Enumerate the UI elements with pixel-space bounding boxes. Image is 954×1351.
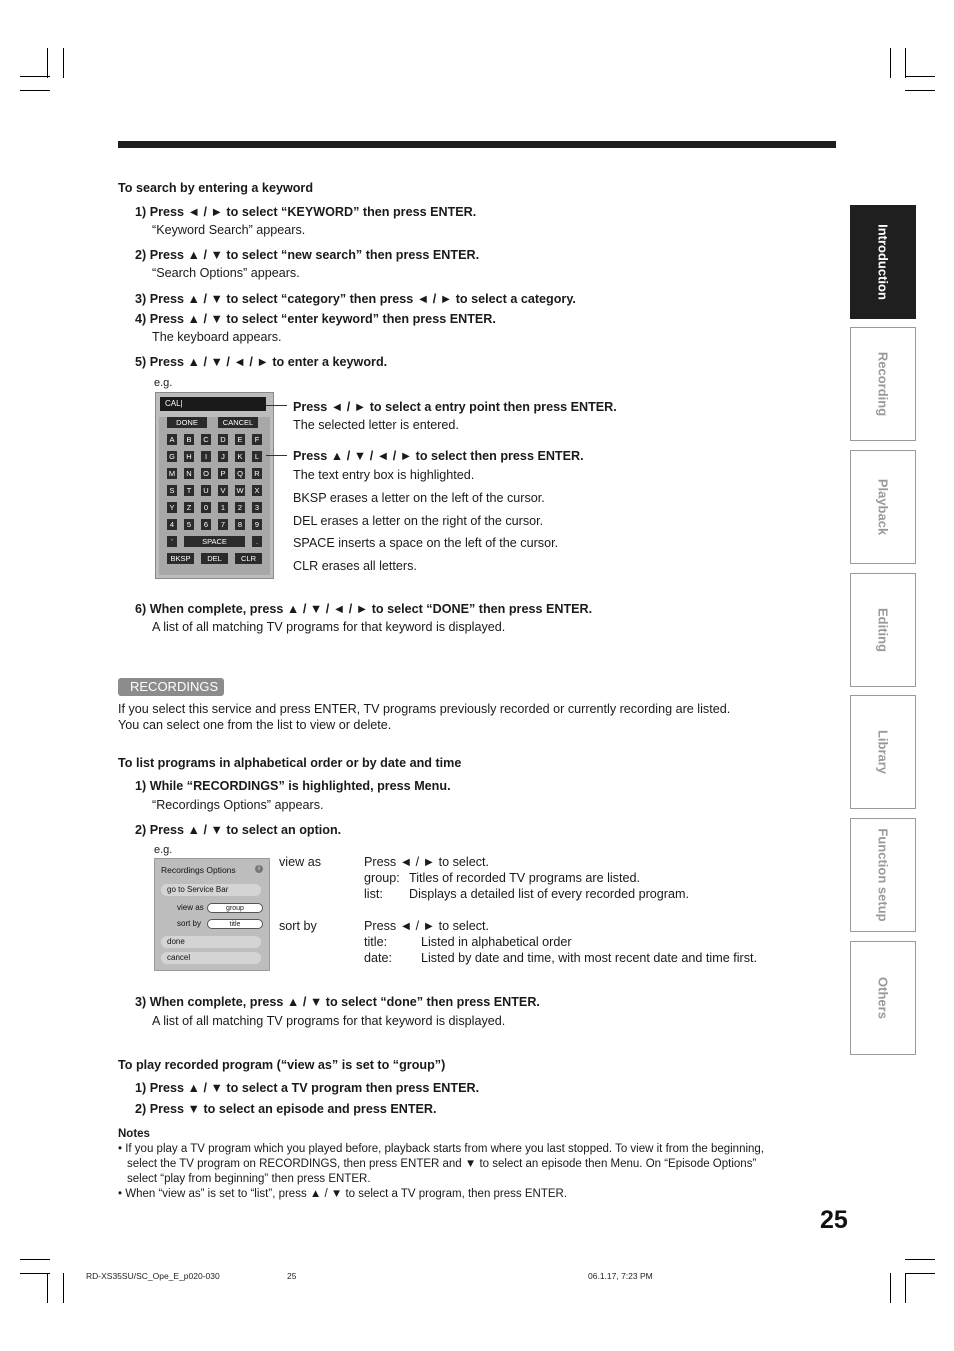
key[interactable]: 2 — [235, 502, 245, 513]
key[interactable]: 1 — [218, 502, 228, 513]
header-rule — [118, 141, 836, 148]
key-cancel[interactable]: CANCEL — [218, 417, 258, 428]
crop-mark — [63, 48, 64, 78]
option-desc: Listed by date and time, with most recent date and time first. — [421, 951, 757, 965]
option-desc: Press ◄ / ► to select. — [364, 855, 490, 869]
crop-mark — [890, 48, 891, 78]
option-desc: Displays a detailed list of every recorded program. — [409, 887, 689, 901]
cancel-button[interactable]: cancel — [161, 952, 261, 964]
key[interactable]: T — [184, 485, 194, 496]
tab-function-setup[interactable]: Function setup — [850, 818, 916, 932]
key[interactable]: B — [184, 434, 194, 445]
crop-mark — [905, 1273, 906, 1303]
key[interactable]: 9 — [252, 519, 262, 530]
key-space[interactable]: SPACE — [184, 536, 245, 547]
step: 5) Press ▲ / ▼ / ◄ / ► to enter a keyword. — [135, 355, 388, 369]
step-note: “Recordings Options” appears. — [152, 798, 324, 812]
view-as-label: view as — [177, 903, 204, 912]
key-apostrophe[interactable]: ' — [167, 536, 177, 547]
recordings-badge: RECORDINGS — [118, 678, 224, 696]
step: 2) Press ▲ / ▼ to select an option. — [135, 823, 342, 837]
key[interactable]: G — [167, 451, 177, 462]
footer-date: 06.1.17, 7:23 PM — [588, 1271, 653, 1281]
callout-text: BKSP erases a letter on the left of the cursor. — [293, 491, 545, 505]
key[interactable]: 5 — [184, 519, 194, 530]
key[interactable]: F — [252, 434, 262, 445]
key-period[interactable]: . — [252, 536, 262, 547]
key[interactable]: D — [218, 434, 228, 445]
step: 1) Press ▲ / ▼ to select a TV program then press ENTER. — [135, 1081, 480, 1095]
key[interactable]: J — [218, 451, 228, 462]
crop-mark — [63, 1273, 64, 1303]
option-key: group: — [364, 871, 400, 885]
option-key: date: — [364, 951, 393, 965]
key-bksp[interactable]: BKSP — [167, 553, 194, 564]
tab-playback[interactable]: Playback — [850, 450, 916, 564]
key[interactable]: 7 — [218, 519, 228, 530]
step-note: A list of all matching TV programs for that keyword is displayed. — [152, 620, 506, 634]
tab-editing[interactable]: Editing — [850, 573, 916, 687]
key[interactable]: Q — [235, 468, 245, 479]
key[interactable]: A — [167, 434, 177, 445]
step: 2) Press ▼ to select an episode and press ENTER. — [135, 1102, 437, 1116]
tab-recording[interactable]: Recording — [850, 327, 916, 441]
key-clr[interactable]: CLR — [235, 553, 262, 564]
step: 2) Press ▲ / ▼ to select “new search” then press ENTER. — [135, 248, 480, 262]
key[interactable]: U — [201, 485, 211, 496]
step-note: “Keyword Search” appears. — [152, 223, 306, 237]
crop-mark — [905, 48, 906, 78]
step-note: The keyboard appears. — [152, 330, 282, 344]
key[interactable]: Z — [184, 502, 194, 513]
callout-line — [266, 455, 287, 456]
crop-mark — [47, 1273, 48, 1303]
recordings-options-panel — [154, 858, 270, 971]
key[interactable]: H — [184, 451, 194, 462]
key[interactable]: Y — [167, 502, 177, 513]
tab-introduction[interactable]: Introduction — [850, 205, 916, 319]
tab-library[interactable]: Library — [850, 695, 916, 809]
callout-text: The selected letter is entered. — [293, 418, 459, 432]
option-name: sort by — [279, 919, 317, 933]
key[interactable]: 6 — [201, 519, 211, 530]
step: 3) Press ▲ / ▼ to select “category” then press ◄ / ► to select a category. — [135, 292, 576, 306]
option-desc: Press ◄ / ► to select. — [364, 919, 490, 933]
key-del[interactable]: DEL — [201, 553, 228, 564]
example-label: e.g. — [154, 377, 173, 389]
key[interactable]: V — [218, 485, 228, 496]
footer-file: RD-XS35SU/SC_Ope_E_p020-030 — [86, 1271, 220, 1281]
done-button[interactable]: done — [161, 936, 261, 948]
keyboard-grid — [159, 417, 270, 575]
key[interactable]: W — [236, 486, 244, 495]
key[interactable]: M — [168, 469, 176, 478]
text-entry-box[interactable]: CAL| — [160, 397, 266, 411]
key[interactable]: N — [184, 468, 194, 479]
options-title: Recordings Options — [161, 865, 236, 875]
crop-mark — [20, 90, 50, 91]
option-desc: Titles of recorded TV programs are listed. — [409, 871, 640, 885]
callout-text: Press ◄ / ► to select a entry point then press ENTER. — [293, 400, 617, 414]
paragraph: If you select this service and press ENTER, TV programs previously recorded or currently recording are listed. — [118, 702, 731, 716]
sort-by-select[interactable]: title — [207, 919, 263, 929]
crop-mark — [47, 48, 48, 78]
key[interactable]: 8 — [235, 519, 245, 530]
key[interactable]: P — [218, 468, 228, 479]
key[interactable]: S — [167, 485, 177, 496]
note-text: • If you play a TV program which you played before, playback starts from where you last stopped. To view it from the beginning, — [118, 1143, 765, 1155]
option-key: list: — [364, 887, 383, 901]
key[interactable]: I — [201, 451, 211, 462]
step: 1) Press ◄ / ► to select “KEYWORD” then press ENTER. — [135, 205, 477, 219]
key[interactable]: E — [235, 434, 245, 445]
key-done[interactable]: DONE — [167, 417, 207, 428]
callout-text: The text entry box is highlighted. — [293, 468, 475, 482]
crop-mark — [20, 76, 50, 77]
step: 1) While “RECORDINGS” is highlighted, press Menu. — [135, 779, 451, 793]
crop-mark — [905, 76, 935, 77]
note-text: select the TV program on RECORDINGS, then press ENTER and ▼ to select an episode then Menu. On “Episode Options” — [127, 1158, 757, 1170]
note-text: select “play from beginning” then press ENTER. — [127, 1173, 371, 1185]
key[interactable]: L — [252, 451, 262, 462]
keyboard-panel — [155, 392, 274, 579]
notes-heading: Notes — [118, 1128, 150, 1140]
step-note: “Search Options” appears. — [152, 266, 300, 280]
callout-text: SPACE inserts a space on the left of the cursor. — [293, 536, 559, 550]
footer-page: 25 — [287, 1271, 297, 1281]
step-note: A list of all matching TV programs for that keyword is displayed. — [152, 1014, 506, 1028]
callout-text: DEL erases a letter on the right of the cursor. — [293, 514, 544, 528]
step: 6) When complete, press ▲ / ▼ / ◄ / ► to select “DONE” then press ENTER. — [135, 602, 593, 616]
crop-mark — [905, 1259, 935, 1260]
key[interactable]: 0 — [201, 502, 211, 513]
step: 4) Press ▲ / ▼ to select “enter keyword” then press ENTER. — [135, 312, 496, 326]
callout-text: Press ▲ / ▼ / ◄ / ► to select then press ENTER. — [293, 449, 584, 463]
key[interactable]: X — [252, 485, 262, 496]
callout-text: CLR erases all letters. — [293, 559, 417, 573]
option-key: title: — [364, 935, 388, 949]
option-name: view as — [279, 855, 321, 869]
key[interactable]: K — [235, 451, 245, 462]
sort-by-label: sort by — [177, 919, 202, 928]
step: 3) When complete, press ▲ / ▼ to select “done” then press ENTER. — [135, 995, 540, 1009]
callout-line — [266, 405, 287, 406]
page-number: 25 — [820, 1206, 848, 1234]
option-desc: Listed in alphabetical order — [421, 935, 572, 949]
crop-mark — [20, 1259, 50, 1260]
view-as-select[interactable]: group — [207, 903, 263, 913]
key[interactable]: 4 — [167, 519, 177, 530]
section-heading: To search by entering a keyword — [118, 181, 314, 195]
key[interactable]: 3 — [252, 502, 262, 513]
go-to-service-bar-button[interactable]: go to Service Bar — [161, 884, 261, 896]
tab-others[interactable]: Others — [850, 941, 916, 1055]
crop-mark — [890, 1273, 891, 1303]
example-label: e.g. — [154, 844, 173, 856]
info-icon: i — [255, 865, 263, 873]
key[interactable]: O — [201, 468, 211, 479]
crop-mark — [905, 1273, 935, 1274]
crop-mark — [905, 90, 935, 91]
crop-mark — [20, 1273, 50, 1274]
key[interactable]: C — [201, 434, 211, 445]
section-heading: To list programs in alphabetical order or by date and time — [118, 756, 462, 770]
paragraph: You can select one from the list to view or delete. — [118, 718, 392, 732]
section-heading: To play recorded program (“view as” is set to “group”) — [118, 1058, 446, 1072]
note-text: • When “view as” is set to “list”, press ▲ / ▼ to select a TV program, then press ENTER. — [118, 1188, 568, 1200]
key[interactable]: R — [252, 468, 262, 479]
